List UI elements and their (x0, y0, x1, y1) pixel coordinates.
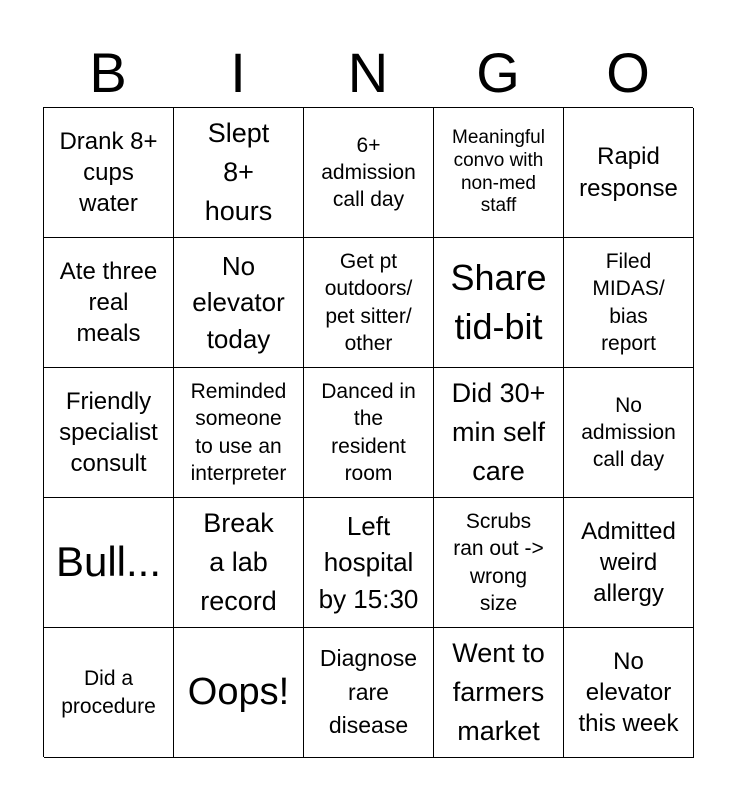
bingo-cell[interactable] (44, 498, 174, 628)
cell-text: Friendly specialist consult (59, 387, 158, 478)
bingo-cell[interactable] (174, 628, 304, 758)
bingo-cell[interactable] (44, 238, 174, 368)
cell-text: 6+ admission call day (321, 133, 416, 212)
cell-text: Went to farmers market (452, 637, 545, 747)
bingo-cell[interactable] (434, 238, 564, 368)
bingo-cell[interactable] (434, 368, 564, 498)
bingo-cell[interactable] (304, 628, 434, 758)
cell-text: Break a lab record (200, 507, 277, 617)
cell-text: Did a procedure (61, 667, 156, 718)
bingo-header (43, 38, 693, 108)
cell-text: Slept 8+ hours (204, 117, 273, 227)
cell-text: Rapid response (579, 143, 678, 202)
header-letter-i: I (230, 41, 246, 104)
header-letter-g: G (476, 41, 520, 104)
cell-text: Drank 8+ cups water (59, 127, 158, 218)
cell-text: Get pt outdoors/ pet sitter/ other (324, 249, 413, 355)
bingo-cell[interactable] (304, 498, 434, 628)
bingo-cell[interactable] (564, 498, 694, 628)
header-letter-o: O (606, 41, 650, 104)
cell-text: Oops! (187, 670, 290, 713)
cell-text: Left hospital by 15:30 (318, 510, 419, 614)
cell-text: Diagnose rare disease (319, 645, 418, 739)
cell-text: Scrubs ran out -> wrong size (453, 509, 544, 615)
bingo-cell[interactable] (434, 628, 564, 758)
bingo-cell[interactable] (564, 628, 694, 758)
cell-text: Share tid-bit (450, 256, 547, 347)
cell-text: No admission call day (581, 393, 676, 472)
bingo-cell[interactable] (564, 108, 694, 238)
bingo-cell[interactable] (44, 368, 174, 498)
bingo-cell[interactable] (564, 368, 694, 498)
bingo-cell[interactable] (304, 238, 434, 368)
cell-text: No elevator today (192, 250, 285, 354)
bingo-cell[interactable] (44, 628, 174, 758)
cell-text: Danced in the resident room (321, 379, 416, 485)
cell-text: Reminded someone to use an interpreter (190, 379, 287, 485)
bingo-grid (43, 107, 693, 757)
bingo-cell[interactable] (434, 498, 564, 628)
bingo-cell[interactable] (434, 108, 564, 238)
header-letter-n: N (347, 41, 389, 104)
cell-text: Admitted weird allergy (581, 517, 676, 608)
bingo-cell[interactable] (174, 368, 304, 498)
cell-text: No elevator this week (578, 647, 679, 738)
bingo-cell[interactable] (564, 238, 694, 368)
bingo-cell[interactable] (174, 108, 304, 238)
header-letter-b: B (89, 41, 127, 104)
bingo-cell[interactable] (174, 498, 304, 628)
bingo-cell[interactable] (174, 238, 304, 368)
cell-text: Meaningful convo with non-med staff (452, 126, 545, 217)
cell-text: Filed MIDAS/ bias report (592, 249, 665, 355)
bingo-cell[interactable] (44, 108, 174, 238)
bingo-cell[interactable] (304, 108, 434, 238)
bingo-cell[interactable] (304, 368, 434, 498)
cell-text: Bull... (55, 538, 162, 586)
cell-text: Ate three real meals (59, 257, 158, 348)
cell-text: Did 30+ min self care (451, 377, 546, 487)
